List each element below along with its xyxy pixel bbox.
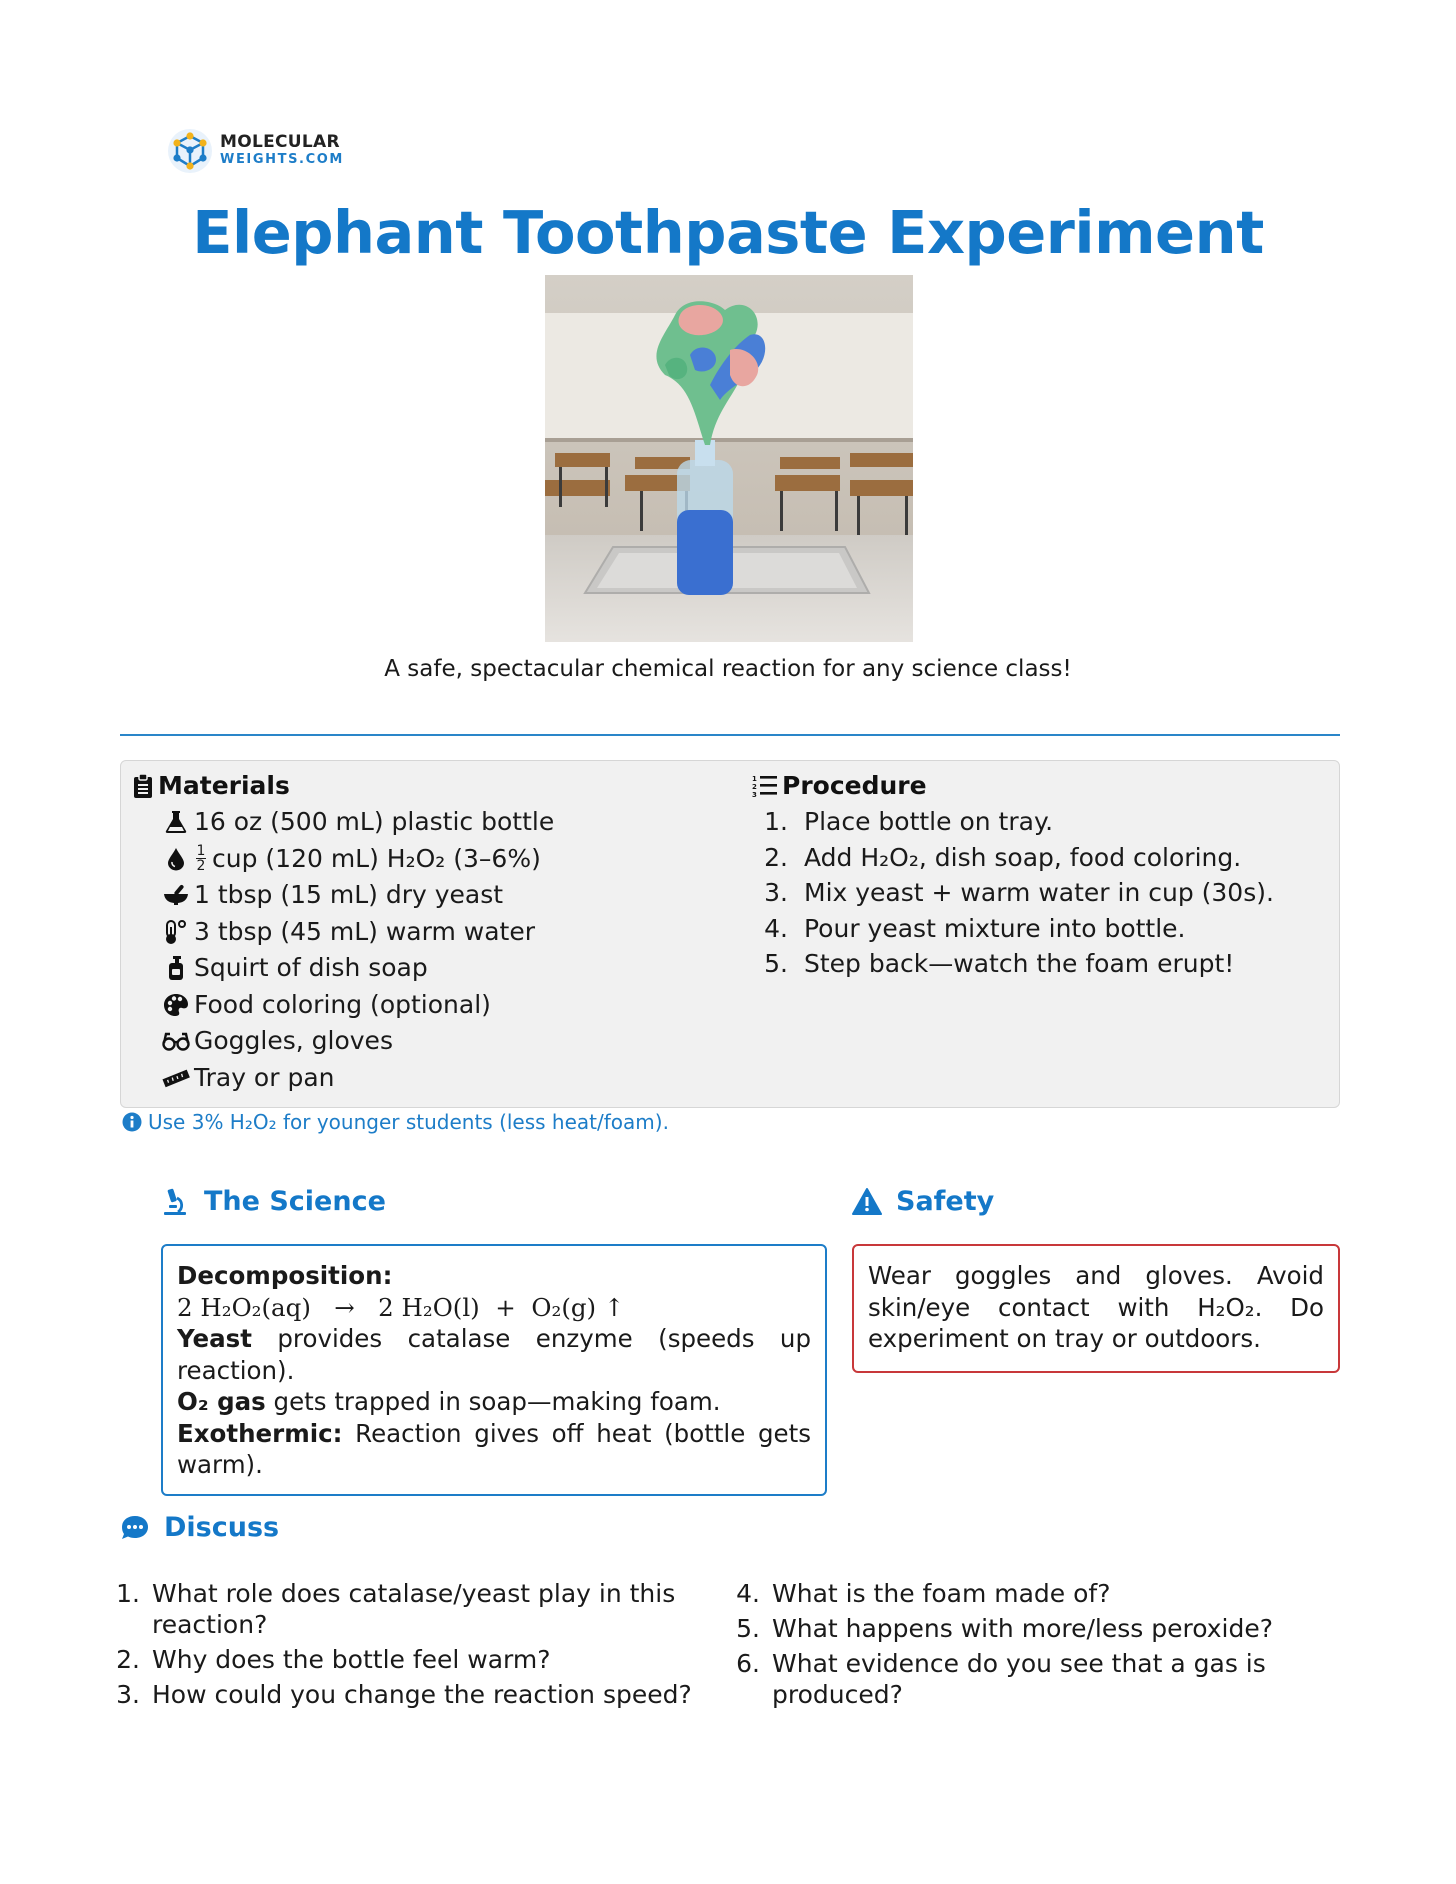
page-title: Elephant Toothpaste Experiment [192,198,1264,267]
svg-text:2: 2 [752,782,757,791]
svg-text:3: 3 [752,790,757,799]
palette-icon [163,993,189,1017]
list-item: 16 oz (500 mL) plastic bottle [162,804,554,841]
logo-line-1: MOLECULAR [220,132,340,152]
procedure-heading [752,771,1274,800]
info-note-text: Use 3% H₂O₂ for younger students (less heat/foam). [148,1110,669,1134]
list-item: 3. How could you change the reaction speed? [116,1680,692,1709]
list-item: 2. Why does the bottle feel warm? [116,1645,551,1674]
chat-bubble-icon [120,1513,150,1543]
science-yeast: Yeast provides catalase enzyme (speeds up reaction). [177,1324,811,1385]
goggles-icon [162,1031,190,1051]
list-item: 1 2 cup (120 mL) H₂O₂ (3–6%) [162,841,554,878]
svg-text:1: 1 [752,774,757,783]
photo-caption: A safe, spectacular chemical reaction for any science class! [384,656,1072,682]
list-item: Squirt of dish soap [162,950,554,987]
soap-bottle-icon [167,955,185,981]
experiment-photo [545,275,913,642]
list-item: 1. What role does catalase/yeast play in this reaction? [116,1579,676,1639]
discuss-heading [120,1512,279,1543]
list-item: Food coloring (optional) [162,987,554,1024]
materials-heading-label: Materials [158,771,290,800]
list-item: Tray or pan [162,1060,554,1097]
ruler-icon [162,1068,190,1088]
safety-box [852,1244,1340,1373]
mortar-pestle-icon [163,884,189,906]
droplet-icon [167,847,185,871]
list-item: 1 tbsp (15 mL) dry yeast [162,877,554,914]
warning-icon [852,1187,882,1217]
site-logo [166,126,344,176]
list-item: 4. What is the foam made of? [736,1579,1111,1608]
clipboard-icon [132,773,154,799]
logo-line-2: WEIGHTS.COM [220,152,344,167]
info-icon [122,1112,142,1132]
list-item: 5. Step back—watch the foam erupt! [764,949,1235,978]
materials-section [132,771,554,1096]
materials-list [162,804,554,1096]
discuss-list-right [728,1578,1340,1714]
science-box [161,1244,827,1496]
science-heading [160,1186,386,1217]
list-item: 6. What evidence do you see that a gas is produced? [736,1649,1266,1709]
list-item: 5. What happens with more/less peroxide? [736,1614,1273,1643]
divider [120,734,1340,736]
info-note [122,1110,669,1134]
procedure-heading-label: Procedure [782,771,927,800]
science-heading-label: The Science [204,1186,386,1217]
procedure-section [752,771,1274,982]
reaction-equation: 2 H₂O₂(aq) → 2 H₂O(l) + O₂(g) ↑ [177,1292,625,1322]
materials-heading [132,771,554,800]
thermometer-icon [163,919,189,945]
list-item: 2. Add H₂O₂, dish soap, food coloring. [764,842,1242,872]
list-item: 1. Place bottle on tray. [764,807,1054,836]
numbered-list-icon [752,773,778,799]
discuss-list-left [108,1578,720,1714]
science-decomposition: Decomposition: 2 H₂O₂(aq) → 2 H₂O(l) + O₂(g) ↑ [177,1261,625,1322]
flask-icon [165,810,187,834]
microscope-icon [160,1187,190,1217]
safety-text: Wear goggles and gloves. Avoid skin/eye contact with H₂O₂. Do experiment on tray or outdoors. [868,1261,1324,1353]
list-item: 3 tbsp (45 mL) warm water [162,914,554,951]
safety-heading-label: Safety [896,1186,995,1217]
molecule-cube-icon [166,127,214,175]
list-item: 4. Pour yeast mixture into bottle. [764,913,1186,943]
safety-heading [852,1186,994,1217]
list-item: Goggles, gloves [162,1023,554,1060]
discuss-heading-label: Discuss [164,1512,280,1543]
science-o2: O₂ gas gets trapped in soap—making foam. [177,1387,721,1416]
procedure-list [752,804,1274,982]
science-exothermic: Exothermic: Reaction gives off heat (bottle gets warm). [177,1418,811,1479]
list-item: 3. Mix yeast + warm water in cup (30s). [764,878,1274,907]
